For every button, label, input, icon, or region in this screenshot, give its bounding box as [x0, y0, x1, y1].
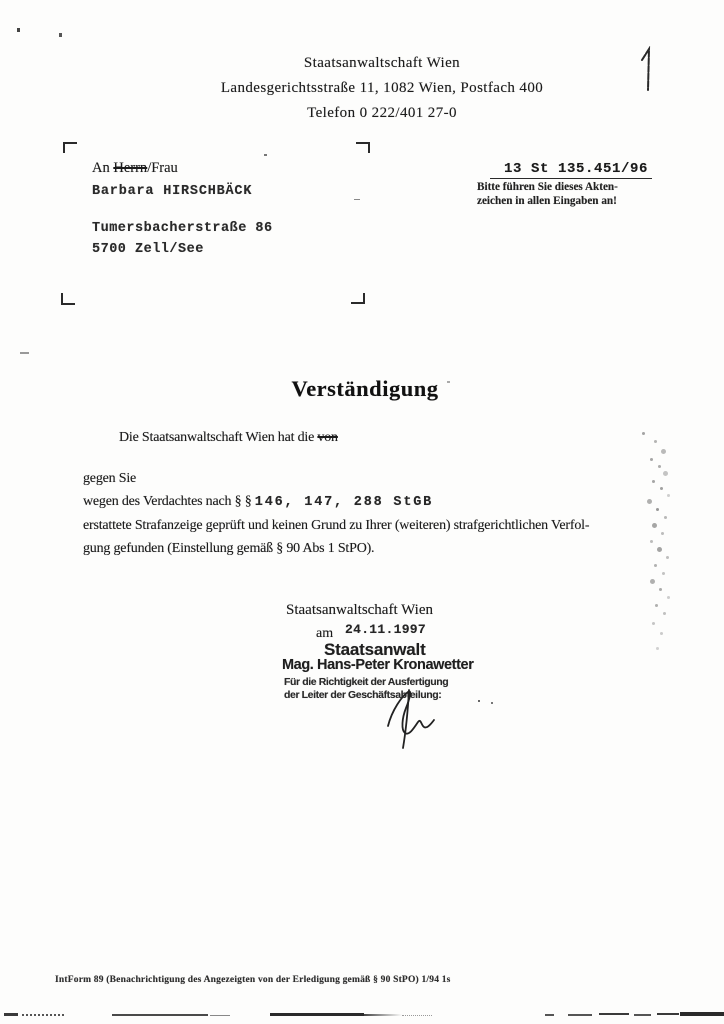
scan-speck — [478, 700, 480, 702]
scan-line-segment — [112, 1014, 208, 1016]
recipient-name: Barbara HIRSCHBÄCK — [92, 184, 253, 199]
body-line-einstellung: gung gefunden (Einstellung gemäß § 90 Abs 1 StPO). — [83, 541, 375, 556]
scan-line-segment — [657, 1013, 679, 1015]
scan-speck — [20, 352, 29, 354]
scan-line-segment — [545, 1014, 554, 1016]
stamp-name: Mag. Hans-Peter Kronawetter — [282, 657, 474, 673]
file-reference-note-line2: zeichen in allen Eingaben an! — [477, 195, 617, 207]
scan-speck — [354, 199, 360, 200]
verdacht-paragraphs: 146, 147, 288 StGB — [254, 495, 434, 510]
scan-speck — [17, 28, 20, 32]
scan-line-segment — [402, 1015, 432, 1016]
address-bracket-bottom-right — [351, 293, 365, 304]
scan-line-segment — [568, 1014, 592, 1016]
scan-speck — [264, 154, 267, 156]
file-reference-number: 13 St 135.451/96 — [490, 161, 652, 179]
scan-line-segment — [634, 1014, 651, 1016]
scan-line-segment — [210, 1015, 230, 1016]
address-bracket-top-left — [63, 142, 77, 153]
certification-line2: der Leiter der Geschäftsabteilung: — [284, 689, 442, 701]
intro-prefix: Die Staatsanwaltschaft Wien hat die — [119, 430, 318, 445]
scan-line-segment — [364, 1014, 402, 1016]
scan-line-segment — [680, 1012, 724, 1016]
body-line-gegen-sie: gegen Sie — [83, 471, 137, 486]
file-reference-note-line1: Bitte führen Sie dieses Akten- — [477, 181, 618, 193]
letterhead-office: Staatsanwaltschaft Wien — [303, 55, 461, 71]
scan-speck — [491, 702, 493, 704]
salutation-prefix: An — [92, 160, 114, 176]
scan-line-segment — [22, 1014, 64, 1016]
letterhead — [40, 51, 724, 126]
signature-scribble — [378, 686, 452, 755]
closing-date-label: am — [316, 626, 334, 641]
handwritten-mark — [636, 46, 658, 99]
form-footer: IntForm 89 (Benachrichtigung des Angezeigten von der Erledigung gemäß § 90 StPO) 1/94 1s — [55, 975, 451, 985]
document-title: Verständigung — [291, 376, 439, 401]
recipient-street: Tumersbacherstraße 86 — [92, 221, 273, 236]
stamp-role: Staatsanwalt — [324, 640, 426, 659]
scan-line-segment — [270, 1013, 364, 1016]
salutation-suffix: /Frau — [147, 160, 178, 176]
address-bracket-bottom-left — [61, 293, 75, 305]
body-line-verdacht — [83, 494, 433, 510]
salutation-struck-herrn: Herrn — [113, 160, 148, 176]
verdacht-prefix: wegen des Verdachtes nach § § — [83, 494, 255, 509]
body-intro-line — [119, 430, 338, 446]
closing-date: 24.11.1997 — [345, 622, 427, 637]
scan-line-segment — [599, 1013, 629, 1015]
body-line-strafanzeige: erstattete Strafanzeige geprüft und keinen Grund zu Ihrer (weiteren) strafgerichtlichen Verfol- — [83, 518, 590, 533]
certification-line1: Für die Richtigkeit der Ausfertigung — [284, 676, 449, 688]
scan-speck — [59, 33, 62, 37]
closing-office: Staatsanwaltschaft Wien — [286, 602, 433, 618]
recipient-salutation — [92, 160, 178, 177]
recipient-city: 5700 Zell/See — [92, 242, 204, 257]
letterhead-address: Landesgerichtsstraße 11, 1082 Wien, Postfach 400 — [220, 80, 544, 96]
scan-line-segment — [4, 1013, 18, 1016]
intro-struck-von: von — [317, 430, 338, 445]
scan-noise-band — [642, 432, 645, 435]
letterhead-phone: Telefon 0 222/401 27-0 — [307, 105, 457, 121]
address-bracket-top-right — [356, 142, 370, 153]
scan-speck — [447, 381, 450, 383]
